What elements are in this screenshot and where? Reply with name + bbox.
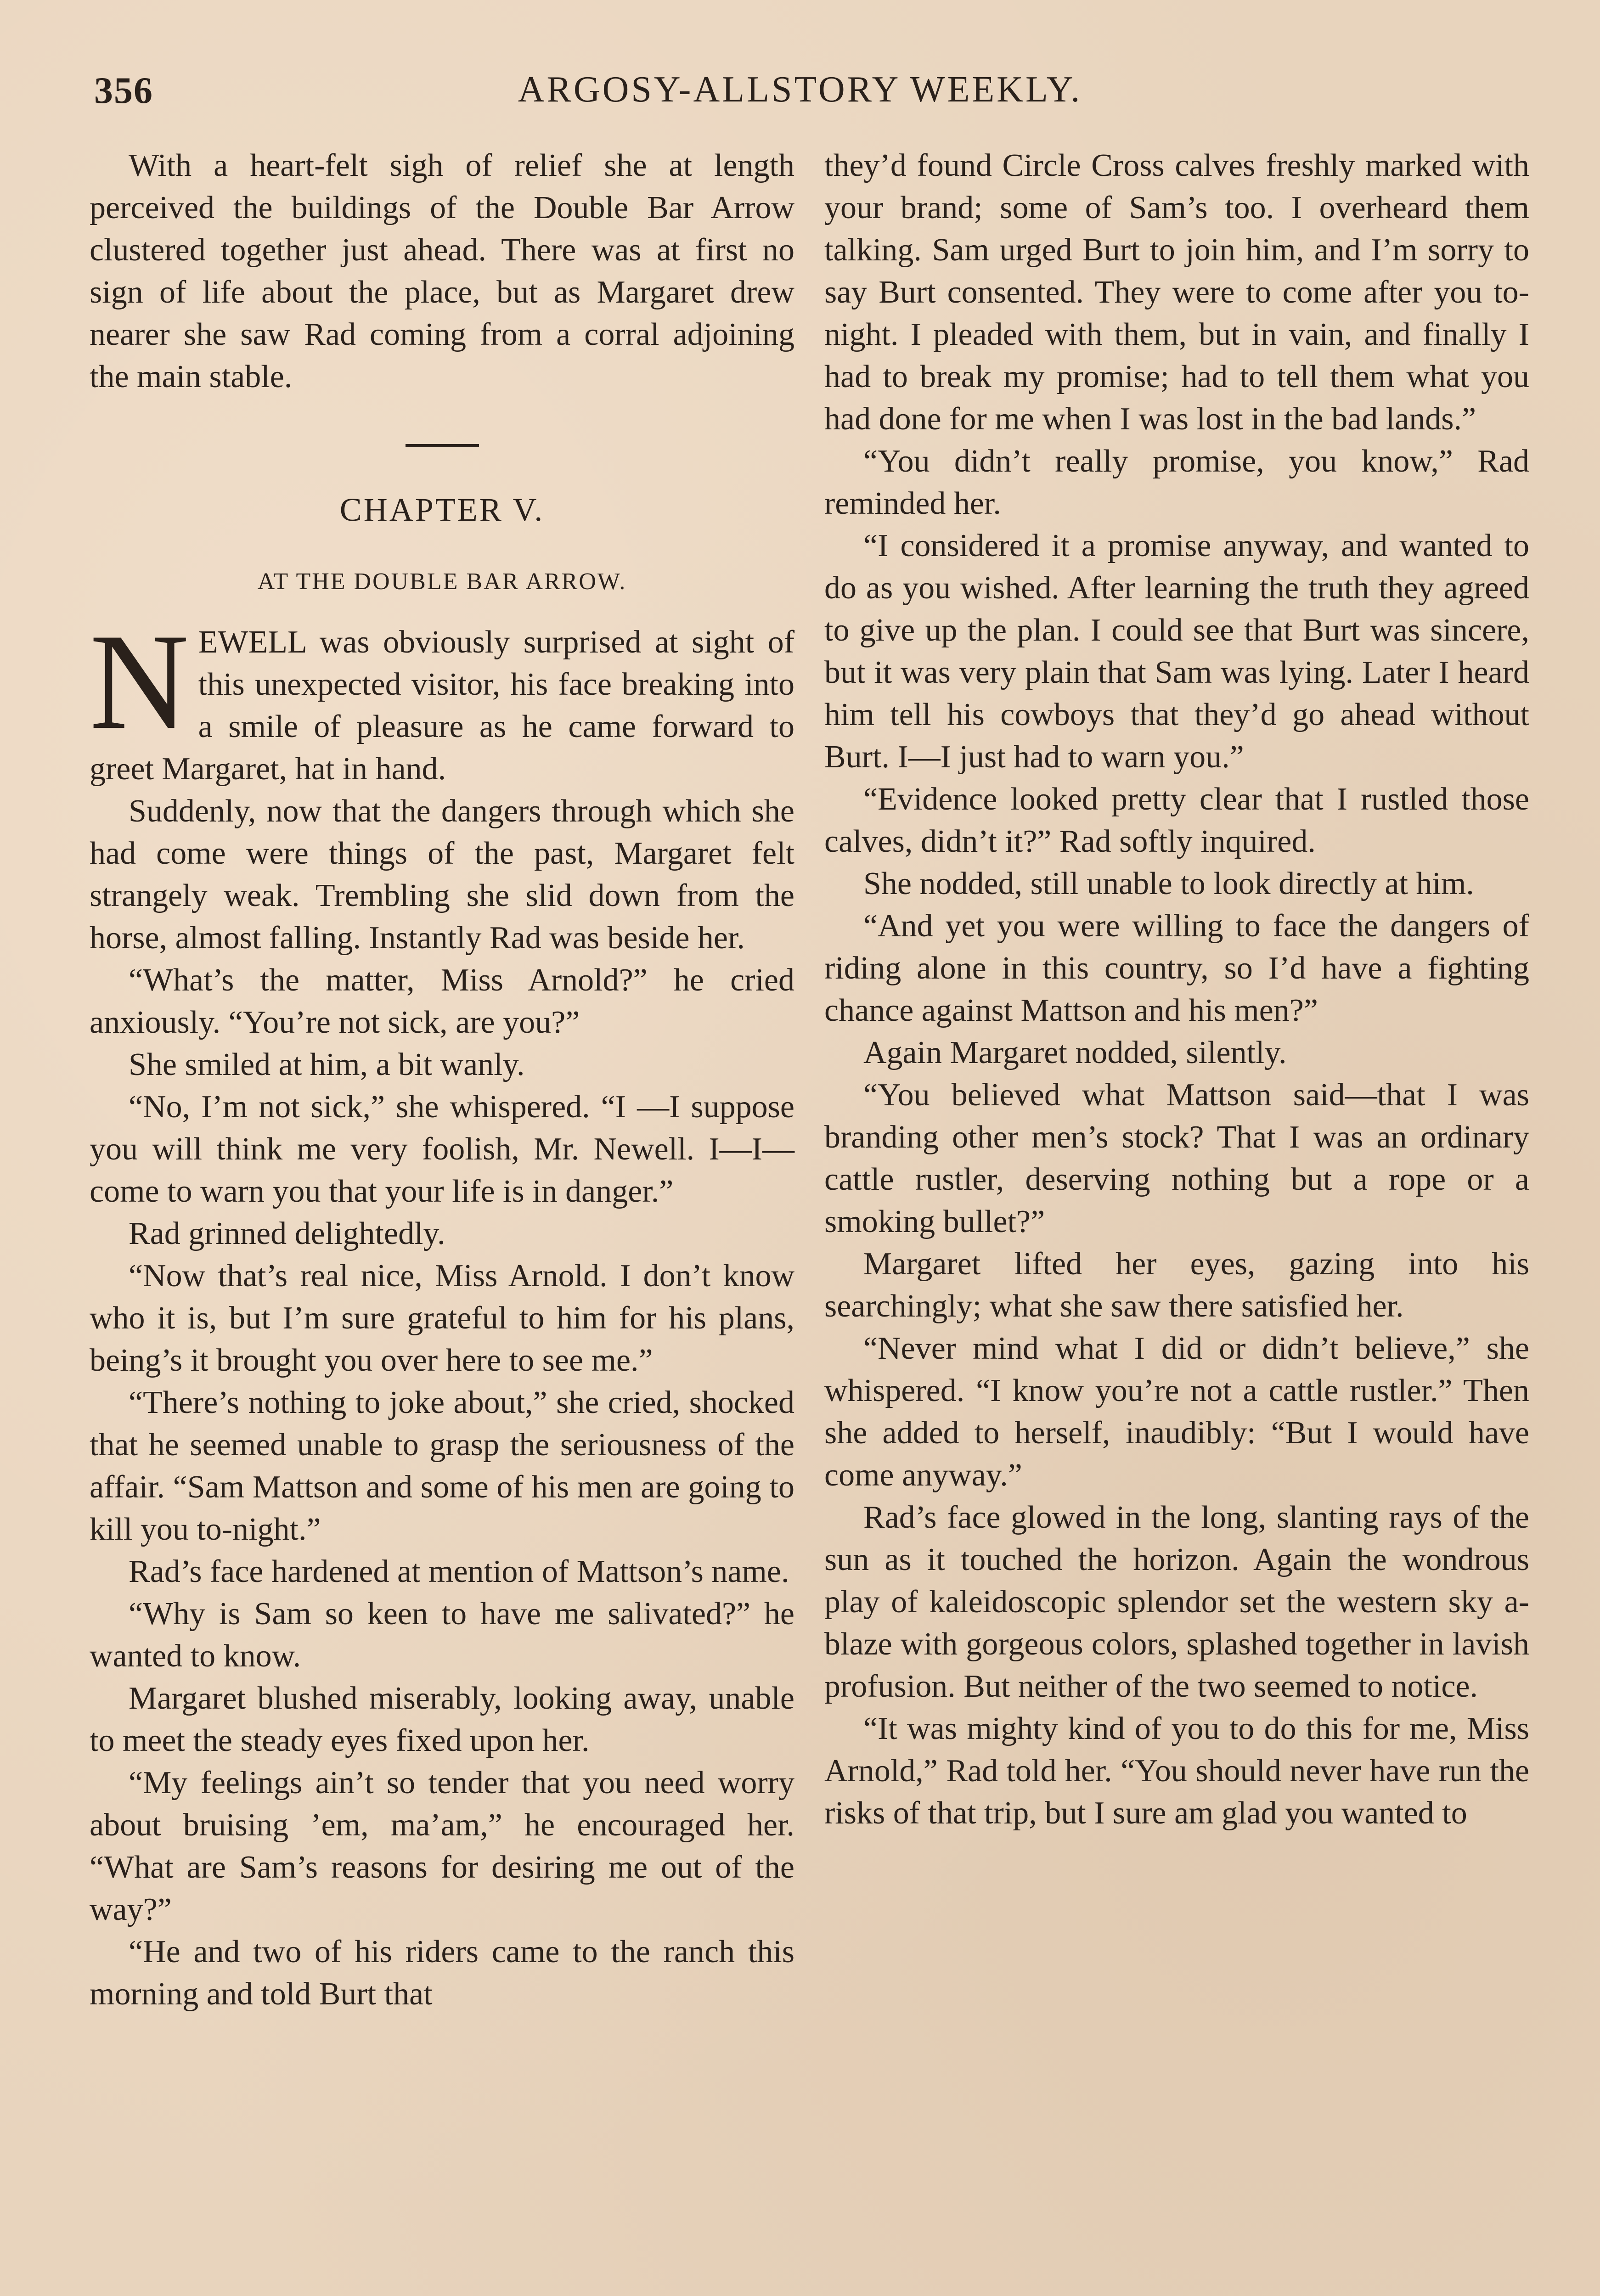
page-header (0, 69, 1600, 124)
chapter-subtitle: AT THE DOUBLE BAR ARROW. (257, 568, 627, 595)
continued-paragraph: they’d found Circle Cross calves freshly marked with your brand; some of Sam’s too. I overheard them talking. Sam urged Burt to join him, and I’m sorry to say Burt consented. They were to come after you to-night. I pleaded with them, but in vain, and finally I had to break my promise; had to tell them what you had done for me when I was lost in the bad lands.” (824, 148, 1529, 437)
section-divider (406, 444, 479, 447)
paragraph: “You didn’t really promise, you know,” Rad reminded her. (824, 444, 1529, 521)
paragraph: “It was mighty kind of you to do this for me, Miss Arnold,” Rad told her. “You should never have run the risks of that trip, but I sure am glad you wanted to (824, 1711, 1529, 1831)
paragraph: “And yet you were willing to face the dangers of riding alone in this country, so I’d have a fighting chance against Mattson and his men?” (824, 908, 1529, 1028)
paragraph: “Never mind what I did or didn’t believe,” she whispered. “I know you’re not a cattle rustler.” Then she added to herself, inaudibly: “But I would have come anyway.” (824, 1331, 1529, 1493)
paragraph: “No, I’m not sick,” she whispered. “I —I suppose you will think me very foolish, Mr. Newell. I—I—come to warn you that your life is in danger.” (90, 1089, 794, 1209)
paragraph: “I considered it a promise anyway, and wanted to do as you wished. After learning the truth they agreed to give up the plan. I could see that Burt was sincere, but it was very plain that Sam was lying. Later I heard him tell his cowboys that they’d go ahead without Burt. I—I just had to warn you.” (824, 528, 1529, 775)
chapter-opening-paragraph (90, 605, 794, 790)
drop-cap: N (90, 605, 189, 758)
paragraph: Rad’s face hardened at mention of Mattson’s name. (129, 1554, 789, 1589)
intro-paragraph: With a heart-felt sigh of relief she at length perceived the buildings of the Double Bar Arrow clustered together just ahead. There was at first no sign of life about the place, but as Margaret drew nearer she saw Rad coming from a corral adjoining the main stable. (90, 148, 794, 394)
paragraph: She smiled at him, a bit wanly. (129, 1047, 525, 1082)
paragraph: Margaret lifted her eyes, gazing into his searchingly; what she saw there satisfied her. (824, 1246, 1529, 1324)
page-number: 356 (94, 69, 153, 111)
left-column (90, 145, 794, 2015)
paragraph: Margaret blushed miserably, looking away, unable to meet the steady eyes fixed upon her. (90, 1681, 794, 1758)
chapter-title: CHAPTER V. (339, 491, 545, 528)
paragraph: “My feelings ain’t so tender that you need worry about bruising ’em, ma’am,” he encouraged her. “What are Sam’s reasons for desiring me out of the way?” (90, 1765, 794, 1927)
right-column (824, 145, 1529, 1835)
paragraph: “Evidence looked pretty clear that I rustled those calves, didn’t it?” Rad softly inquired. (824, 782, 1529, 859)
paragraph: Suddenly, now that the dangers through which she had come were things of the past, Margaret felt strangely weak. Trembling she slid down from the horse, almost falling. Instantly Rad was beside her. (90, 793, 794, 956)
paragraph: She nodded, still unable to look directly at him. (863, 866, 1474, 901)
paragraph: “There’s nothing to joke about,” she cried, shocked that he seemed unable to grasp the seriousness of the affair. “Sam Mattson and some of his men are going to kill you to-night.” (90, 1385, 794, 1547)
paragraph: Rad’s face glowed in the long, slanting rays of the sun as it touched the horizon. Again the wondrous play of kaleidoscopic splendor set the western sky a-blaze with gorgeous colors, splashed together in lavish profusion. But neither of the two seemed to notice. (824, 1500, 1529, 1704)
paragraph: “Why is Sam so keen to have me salivated?” he wanted to know. (90, 1596, 794, 1674)
paragraph: “What’s the matter, Miss Arnold?” he cried anxiously. “You’re not sick, are you?” (90, 962, 794, 1040)
paragraph: Rad grinned delightedly. (129, 1216, 445, 1251)
opening-text: EWELL was obviously surprised at sight of this unexpected visitor, his face breaking into a smile of pleasure as he came forward to greet Margaret, hat in hand. (90, 625, 794, 787)
paragraph: “Now that’s real nice, Miss Arnold. I don’t know who it is, but I’m sure grateful to him for his plans, being’s it brought you over here to see me.” (90, 1258, 794, 1378)
paragraph: “He and two of his riders came to the ranch this morning and told Burt that (90, 1934, 794, 2012)
paragraph: Again Margaret nodded, silently. (863, 1035, 1287, 1070)
paragraph: “You believed what Mattson said—that I was branding other men’s stock? That I was an ordinary cattle rustler, deserving nothing but a rope or a smoking bullet?” (824, 1077, 1529, 1239)
running-head: ARGOSY-ALLSTORY WEEKLY. (518, 69, 1082, 110)
